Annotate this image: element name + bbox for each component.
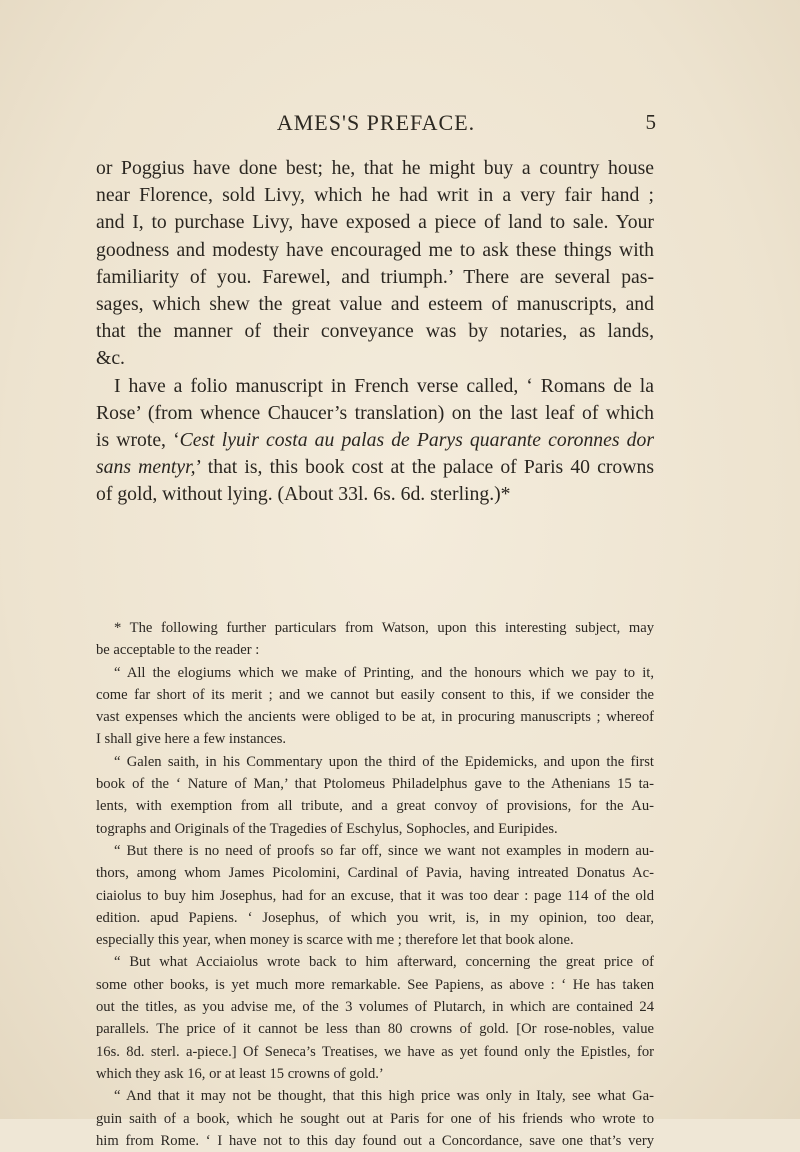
paragraph-1 <box>96 155 654 373</box>
footnote-line: I shall give here a few instances. <box>96 731 287 748</box>
text-line: that the manner of their conveyance was by notaries, as lands, <box>96 320 654 343</box>
footnote-line: vast expenses which the ancients were obliged to be at, in procuring manuscripts ; whereof <box>96 709 654 726</box>
footnote-line: come far short of its merit ; and we cannot but easily consent to this, if we consider the <box>96 686 654 703</box>
text-line <box>96 427 654 454</box>
footnote-line: tographs and Originals of the Tragedies of Eschylus, Sophocles, and Euripides. <box>96 820 558 837</box>
footnote-line: “ All the elogiums which we make of Printing, and the honours which we pay to it, <box>114 664 654 681</box>
footnote-line: which they ask 16, or at least 15 crowns of gold.’ <box>96 1065 384 1082</box>
text-line <box>96 454 654 481</box>
footnote-line: ciaiolus to buy him Josephus, had for an excuse, that it was too dear : page 114 of the old <box>96 887 654 904</box>
footnote-line: thors, among whom James Picolomini, Cardinal of Pavia, having intreated Donatus Ac- <box>96 865 654 882</box>
footnotes <box>96 617 654 1152</box>
text-segment: is wrote, ‘ <box>96 429 180 452</box>
text-segment: ’ that is, this book cost at the palace of Paris 40 crowns <box>195 456 654 479</box>
footnote-line: guin saith of a book, which he sought out at Paris for one of his friends who wrote to <box>96 1110 654 1127</box>
footnote-line: parallels. The price of it cannot be less than 80 crowns of gold. [Or rose-nobles, value <box>96 1021 654 1038</box>
footnote-line: “ Galen saith, in his Commentary upon the third of the Epidemicks, and upon the first <box>114 753 654 770</box>
text-line: or Poggius have done best; he, that he might buy a country house <box>96 157 654 179</box>
french-inscription-end: sans mentyr, <box>96 456 196 479</box>
footnote-line: some other books, is yet much more remarkable. See Papiens, as above : ‘ He has taken <box>96 976 654 993</box>
footnote-line: “ But what Acciaiolus wrote back to him afterward, concerning the great price of <box>114 954 654 971</box>
running-head: AMES'S PREFACE. <box>276 110 476 135</box>
footnote-line: edition. apud Papiens. ‘ Josephus, of which you writ, is, in my opinion, too dear, <box>96 909 654 926</box>
text-line: familiarity of you. Farewel, and triumph.’ There are several pas- <box>96 265 654 288</box>
text-line: of gold, without lying. (About 33l. 6s. 6d. sterling.)* <box>96 483 511 506</box>
text-line: and I, to purchase Livy, have exposed a piece of land to sale. Your <box>96 211 654 234</box>
footnote-line: out the titles, as you advise me, of the 3 volumes of Plutarch, in which are contained 24 <box>96 999 654 1016</box>
footnote-line: “ But there is no need of proofs so far off, since we want not examples in modern au- <box>114 842 654 859</box>
footnote-line: * The following further particulars from Watson, upon this interesting subject, may <box>114 620 654 636</box>
text-segment: I have a folio manuscript in French verse called, ‘ Romans de la <box>114 374 654 397</box>
footnote-line: him from Rome. ‘ I have not to this day found out a Concordance, save one that’s very <box>96 1132 654 1149</box>
text-line: &c. <box>96 347 125 370</box>
footnote-line: 16s. 8d. sterl. a-piece.] Of Seneca’s Treatises, we have as yet found only the Epistles, for <box>96 1043 654 1060</box>
text-line <box>96 373 654 400</box>
text-line: sages, which shew the great value and esteem of manuscripts, and <box>96 293 654 316</box>
french-inscription: Cest lyuir costa au palas de Parys quarante coronnes dor <box>179 429 654 452</box>
text-line: goodness and modesty have encouraged me to ask these things with <box>96 238 654 261</box>
footnote-line: especially this year, when money is scarce with me ; therefore let that book alone. <box>96 932 574 949</box>
footnote-line: “ And that it may not be thought, that this high price was only in Italy, see what Ga- <box>114 1088 654 1105</box>
text-line: near Florence, sold Livy, which he had writ in a very fair hand ; <box>96 184 654 207</box>
page-number: 5 <box>645 110 656 134</box>
footnote-line: be acceptable to the reader : <box>96 642 260 659</box>
page-header <box>96 110 656 144</box>
footnote-line: lents, with exemption from all tribute, and a great convoy of provisions, for the Au- <box>96 798 654 815</box>
text-line: Rose’ (from whence Chaucer’s translation) on the last leaf of which <box>96 401 654 424</box>
paragraph-2 <box>96 373 654 509</box>
footnote-line: book of the ‘ Nature of Man,’ that Ptolomeus Philadelphus gave to the Athenians 15 ta- <box>96 776 654 793</box>
main-text <box>96 155 654 509</box>
